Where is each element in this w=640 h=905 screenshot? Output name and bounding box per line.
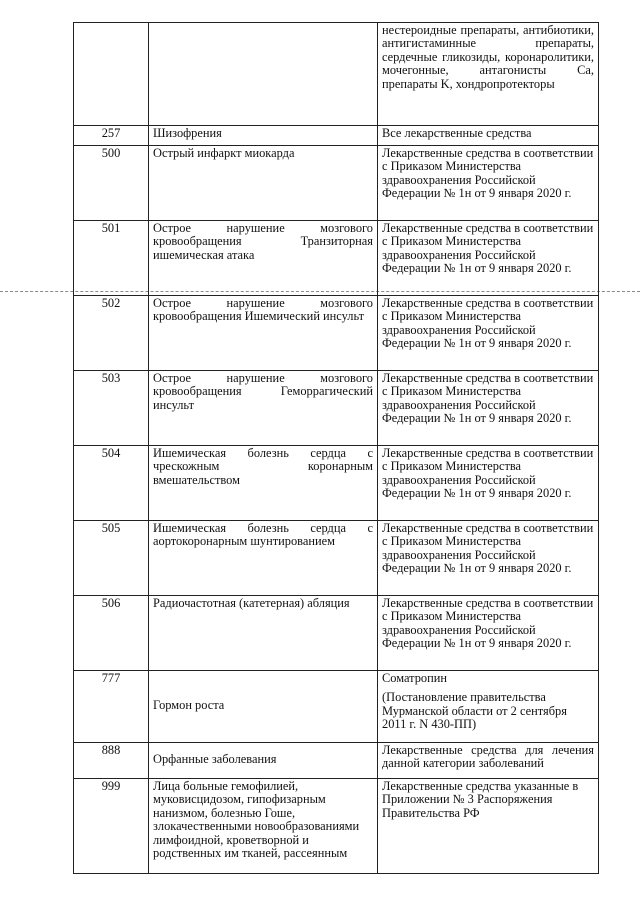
row-code: 503: [74, 371, 149, 446]
row-code: [74, 23, 149, 126]
row-code: 504: [74, 446, 149, 521]
row-medications: Лекарственные средства в соответствии с Приказом Министерства здравоохранения Российской Федерации № 1н от 9 января 2020 г.: [378, 371, 599, 446]
row-code: 777: [74, 671, 149, 743]
table-row: [74, 23, 599, 126]
row-condition: Острое нарушение мозгового кровообращения Ишемический инсульт: [149, 296, 378, 371]
row-medications: Лекарственные средства в соответствии с Приказом Министерства здравоохранения Российской Федерации № 1н от 9 января 2020 г.: [378, 146, 599, 221]
row-condition: Острое нарушение мозгового кровообращения Транзиторная ишемическая атака: [149, 221, 378, 296]
table-row: [74, 671, 599, 743]
row-medications: Соматропин (Постановление правительства Мурманской области от 2 сентября 2011 г. N 430-ПП): [378, 671, 599, 743]
table-row: [74, 126, 599, 146]
row-code: 502: [74, 296, 149, 371]
table-row: [74, 743, 599, 779]
table-row: [74, 596, 599, 671]
row-code: 506: [74, 596, 149, 671]
table-row: [74, 371, 599, 446]
row-medications: Лекарственные средства для лечения данной категории заболеваний: [378, 743, 599, 779]
row-medications: нестероидные препараты, антибиотики, антигистаминные препараты, сердечные гликозиды, коронаролитики, мочегонные, антагонисты Ca, препараты K, хондропротекторы: [378, 23, 599, 126]
row-condition: Гормон роста: [149, 671, 378, 743]
row-code: 501: [74, 221, 149, 296]
row-medications: Лекарственные средства в соответствии с Приказом Министерства здравоохранения Российской Федерации № 1н от 9 января 2020 г.: [378, 521, 599, 596]
row-condition: Острое нарушение мозгового кровообращения Геморрагический инсульт: [149, 371, 378, 446]
row-medications: Лекарственные средства в соответствии с Приказом Министерства здравоохранения Российской Федерации № 1н от 9 января 2020 г.: [378, 446, 599, 521]
row-code: 257: [74, 126, 149, 146]
row-condition: Острый инфаркт миокарда: [149, 146, 378, 221]
medications-table: [73, 22, 599, 874]
row-condition: Орфанные заболевания: [149, 743, 378, 779]
row-medications: Все лекарственные средства: [378, 126, 599, 146]
row-medications: Лекарственные средства указанные в Приложении № 3 Распоряжения Правительства РФ: [378, 779, 599, 874]
row-condition: [149, 23, 378, 126]
table-row: [74, 221, 599, 296]
table-row: [74, 296, 599, 371]
row-code: 505: [74, 521, 149, 596]
table-row: [74, 521, 599, 596]
row-condition: Ишемическая болезнь сердца с аортокоронарным шунтированием: [149, 521, 378, 596]
row-condition: Лица больные гемофилией, муковисцидозом, гипофизарным нанизмом, болезнью Гоше, злокачественными новообразованиями лимфоидной, кроветворной и родственных им тканей, рассеянным: [149, 779, 378, 874]
row-medications: Лекарственные средства в соответствии с Приказом Министерства здравоохранения Российской Федерации № 1н от 9 января 2020 г.: [378, 596, 599, 671]
row-code: 999: [74, 779, 149, 874]
row-medications: Лекарственные средства в соответствии с Приказом Министерства здравоохранения Российской Федерации № 1н от 9 января 2020 г.: [378, 221, 599, 296]
row-medications: Лекарственные средства в соответствии с Приказом Министерства здравоохранения Российской Федерации № 1н от 9 января 2020 г.: [378, 296, 599, 371]
row-condition: Шизофрения: [149, 126, 378, 146]
row-condition: Ишемическая болезнь сердца с чрескожным коронарным вмешательством: [149, 446, 378, 521]
table-row: [74, 146, 599, 221]
table-row: [74, 446, 599, 521]
row-code: 500: [74, 146, 149, 221]
row-condition: Радиочастотная (катетерная) абляция: [149, 596, 378, 671]
table-row: [74, 779, 599, 874]
row-code: 888: [74, 743, 149, 779]
